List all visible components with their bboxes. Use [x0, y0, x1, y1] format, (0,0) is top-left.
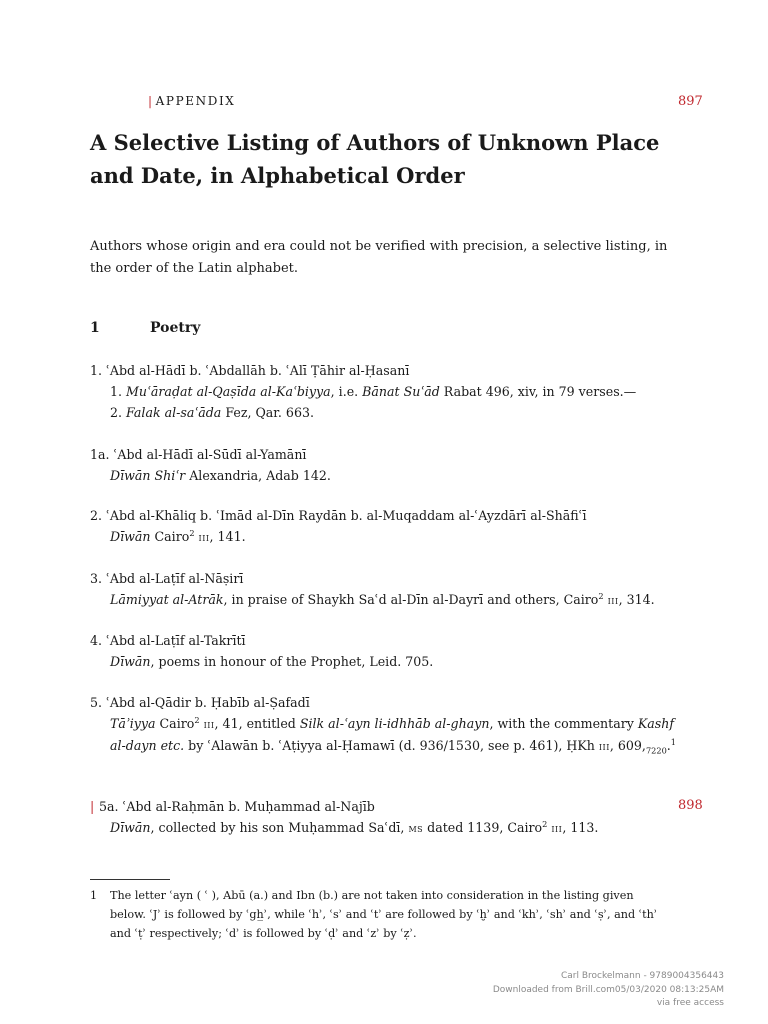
footnote-ref[interactable]: 1 — [670, 736, 677, 747]
entry-line: Dīwān Shiʿr Alexandria, Adab 142. — [110, 468, 331, 483]
entry-line: Dīwān, collected by his son Muḥammad Saʿdī, ms dated 1139, Cairo$^2$ iii, 113. — [110, 818, 599, 835]
download-watermark — [493, 970, 724, 1011]
page-title: A Selective Listing of Authors of Unknown Place and Date, in Alphabetical Order — [90, 130, 660, 188]
page-break-marker: | — [90, 799, 95, 814]
footnote-rule — [90, 879, 170, 880]
entry-1a — [90, 444, 690, 486]
section-number: 1 — [90, 320, 100, 336]
section-label: APPENDIX — [155, 94, 236, 108]
entry-4 — [90, 630, 690, 672]
entry-line: Dīwān Cairo$^2$ iii, 141. — [110, 527, 246, 544]
entry-5a — [90, 796, 690, 839]
entry-head: 1. ʿAbd al-Hādī b. ʿAbdallāh b. ʿAlī Ṭāhir al-Ḥasanī — [90, 363, 410, 378]
watermark-line: Carl Brockelmann - 9789004356443 — [560, 971, 724, 981]
running-header — [148, 94, 235, 108]
entry-head: | 5a. ʿAbd al-Raḥmān b. Muḥammad al-Najīb — [90, 796, 690, 817]
footnote-number: 1 — [90, 889, 98, 902]
entry-head: 3. ʿAbd al-Laṭīf al-Nāṣirī — [90, 571, 244, 586]
watermark-line: via free access — [656, 998, 724, 1008]
entry-3 — [90, 568, 690, 611]
entry-head: 5. ʿAbd al-Qādir b. Ḥabīb al-Ṣafadī — [90, 695, 310, 710]
margin-page-number: 898 — [678, 798, 703, 813]
entry-head: 1a. ʿAbd al-Hādī al-Sūdī al-Yamānī — [90, 447, 307, 462]
watermark-line: Downloaded from Brill.com05/03/2020 08:13:25AM — [492, 984, 724, 995]
entry-head: 4. ʿAbd al-Laṭīf al-Takrītī — [90, 633, 246, 648]
intro-paragraph: Authors whose origin and era could not be verified with precision, a selective listing, in the order of the Latin alphabet. — [90, 239, 668, 276]
entry-line: 2. Falak al-saʿāda Fez, Qar. 663. — [110, 405, 314, 420]
entry-line: Tāʾiyya Cairo$^2$ iii, 41, entitled Silk al-ʿayn li-idhhāb al-ghayn, with the commentary Kashf al-dayn etc. by ʿAlawān b. ʿAṭiyya al-Ḥamawī (d. 936/1530, see p. 461), ḤKh iii, $609,_{7220}.^1$ — [110, 714, 677, 756]
entry-head: 2. ʿAbd al-Khāliq b. ʿImād al-Dīn Raydān b. al-Muqaddam al-ʿAyzdārī al-Shāfiʿī — [90, 508, 587, 523]
header-bar: | — [148, 94, 154, 108]
section-title: Poetry — [150, 320, 201, 336]
page-number: 897 — [678, 94, 703, 109]
entry-1 — [90, 360, 690, 423]
entry-line: 1. Muʿāraḍat al-Qaṣīda al-Kaʿbiyya, i.e. Bānat Suʿād Rabat 496, xiv, in 79 verses.— — [110, 384, 637, 399]
entry-5 — [90, 692, 690, 762]
entry-2 — [90, 505, 690, 548]
entry-line: Dīwān, poems in honour of the Prophet, Leid. 705. — [110, 654, 434, 669]
entry-line: Lāmiyyat al-Atrāk, in praise of Shaykh Saʿd al-Dīn al-Dayrī and others, Cairo$^2$ iii, 314. — [110, 590, 655, 607]
footnote-text: The letter ʿayn ( ʿ ), Abū (a.) and Ibn (b.) are not taken into consideration in the listing given below. ʿJʾ is followed by ʿgh̲ʾ, while ʿhʾ, ʿsʾ and ʿtʾ are followed by ʿḫʾ and ʿkhʾ, ʿshʾ and ʿṣʾ, and ʿthʾ and ʿṭʾ respectively; ʿdʾ is followed by ʿḍʾ and ʿzʾ by ʿẓʾ. — [110, 889, 658, 940]
